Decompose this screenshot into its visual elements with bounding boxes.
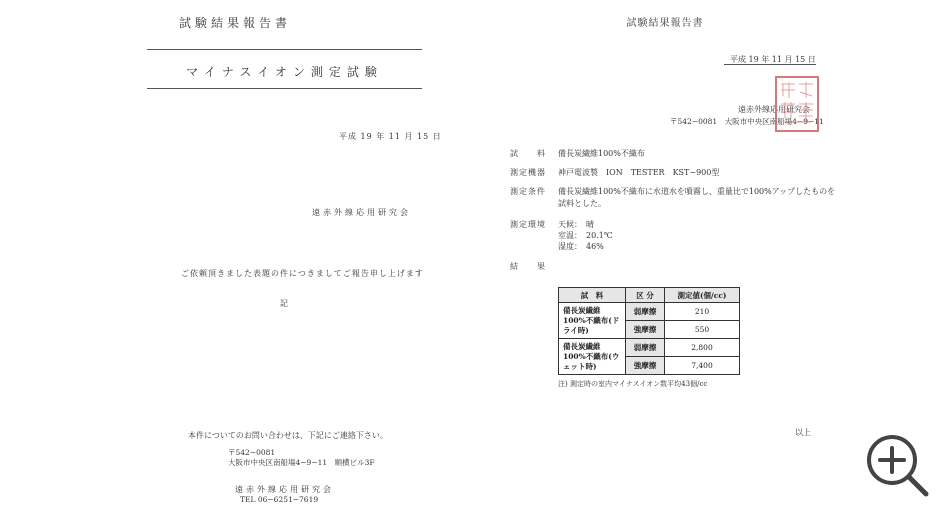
field-label-condition: 測定条件	[510, 187, 546, 196]
telephone: TEL 06−6251−7619	[240, 495, 319, 504]
field-label-sample: 試 料	[510, 149, 546, 158]
cover-institute: 遠赤外線応用研究会	[312, 208, 411, 217]
value-cell: 2,800	[665, 339, 740, 357]
ki-heading: 記	[280, 299, 288, 308]
cover-date: 平成 19 年 11 月 15 日	[339, 132, 442, 141]
table-row	[559, 339, 740, 357]
value-cell: 210	[665, 303, 740, 321]
field-value-sample: 備長炭繊維100%不織布	[558, 149, 645, 158]
kubun-cell: 弱摩擦	[626, 303, 665, 321]
value-cell: 550	[665, 321, 740, 339]
date-underline	[724, 64, 816, 65]
field-label-instrument: 測定機器	[510, 168, 546, 177]
table-header-row	[559, 288, 740, 303]
title-rule-bottom	[147, 88, 422, 89]
field-value-condition-2: 試料とした。	[558, 199, 606, 208]
contact-note: 本件についてのお問い合わせは、下記にご連絡下さい。	[188, 431, 388, 440]
footer-institute: 遠赤外線応用研究会	[235, 485, 334, 494]
sample-wet: 備長炭繊維100%不織布(ウェット時)	[559, 339, 626, 375]
zoom-button[interactable]	[855, 423, 938, 506]
seal-stamp	[775, 76, 819, 132]
kubun-cell: 強摩擦	[626, 357, 665, 375]
postal-code: 〒542−0081	[228, 448, 276, 457]
field-value-condition: 備長炭繊維100%不織布に水道水を噴霧し、重量比で100%アップしたものを	[558, 187, 836, 196]
sample-dry: 備長炭繊維100%不織布(ドライ時)	[559, 303, 626, 339]
kubun-cell: 弱摩擦	[626, 339, 665, 357]
header-kubun: 区 分	[626, 288, 665, 303]
footnote: 注) 測定時の室内マイナスイオン数平均43個/cc	[558, 380, 708, 388]
field-value-temperature: 室温： 20.1℃	[558, 231, 613, 240]
result-title: 試験結果報告書	[626, 18, 704, 29]
field-value-instrument: 神戸電波製 ION TESTER KST−900型	[558, 168, 720, 177]
seal-pattern	[777, 78, 817, 130]
result-table	[558, 287, 740, 375]
value-cell: 7,400	[665, 357, 740, 375]
table-row	[559, 303, 740, 321]
field-label-environment: 測定環境	[510, 220, 546, 229]
greeting: ご依頼頂きました表題の件につきましてご報告申し上げます	[181, 269, 424, 278]
field-label-result: 結 果	[510, 262, 546, 271]
field-value-humidity: 湿度： 46%	[558, 242, 604, 251]
result-institute: 遠赤外線応用研究会	[738, 105, 810, 114]
header-sample: 試 料	[559, 288, 626, 303]
test-name: マイナスイオン測定試験	[186, 65, 383, 79]
title-rule-top	[147, 49, 422, 50]
result-date: 平成 19 年 11 月 15 日	[730, 55, 816, 64]
result-address: 〒542−0081 大阪市中央区南船場4−9−11	[670, 117, 824, 126]
address: 大阪市中央区南船場4−9−11 順横ビル3F	[228, 458, 375, 467]
ijo-end-mark: 以上	[795, 428, 811, 437]
cover-title: 試験結果報告書	[178, 16, 291, 30]
field-value-weather: 天候： 晴	[558, 220, 594, 229]
kubun-cell: 強摩擦	[626, 321, 665, 339]
header-value: 測定値(個/cc)	[665, 288, 740, 303]
zoom-in-icon	[862, 430, 932, 500]
